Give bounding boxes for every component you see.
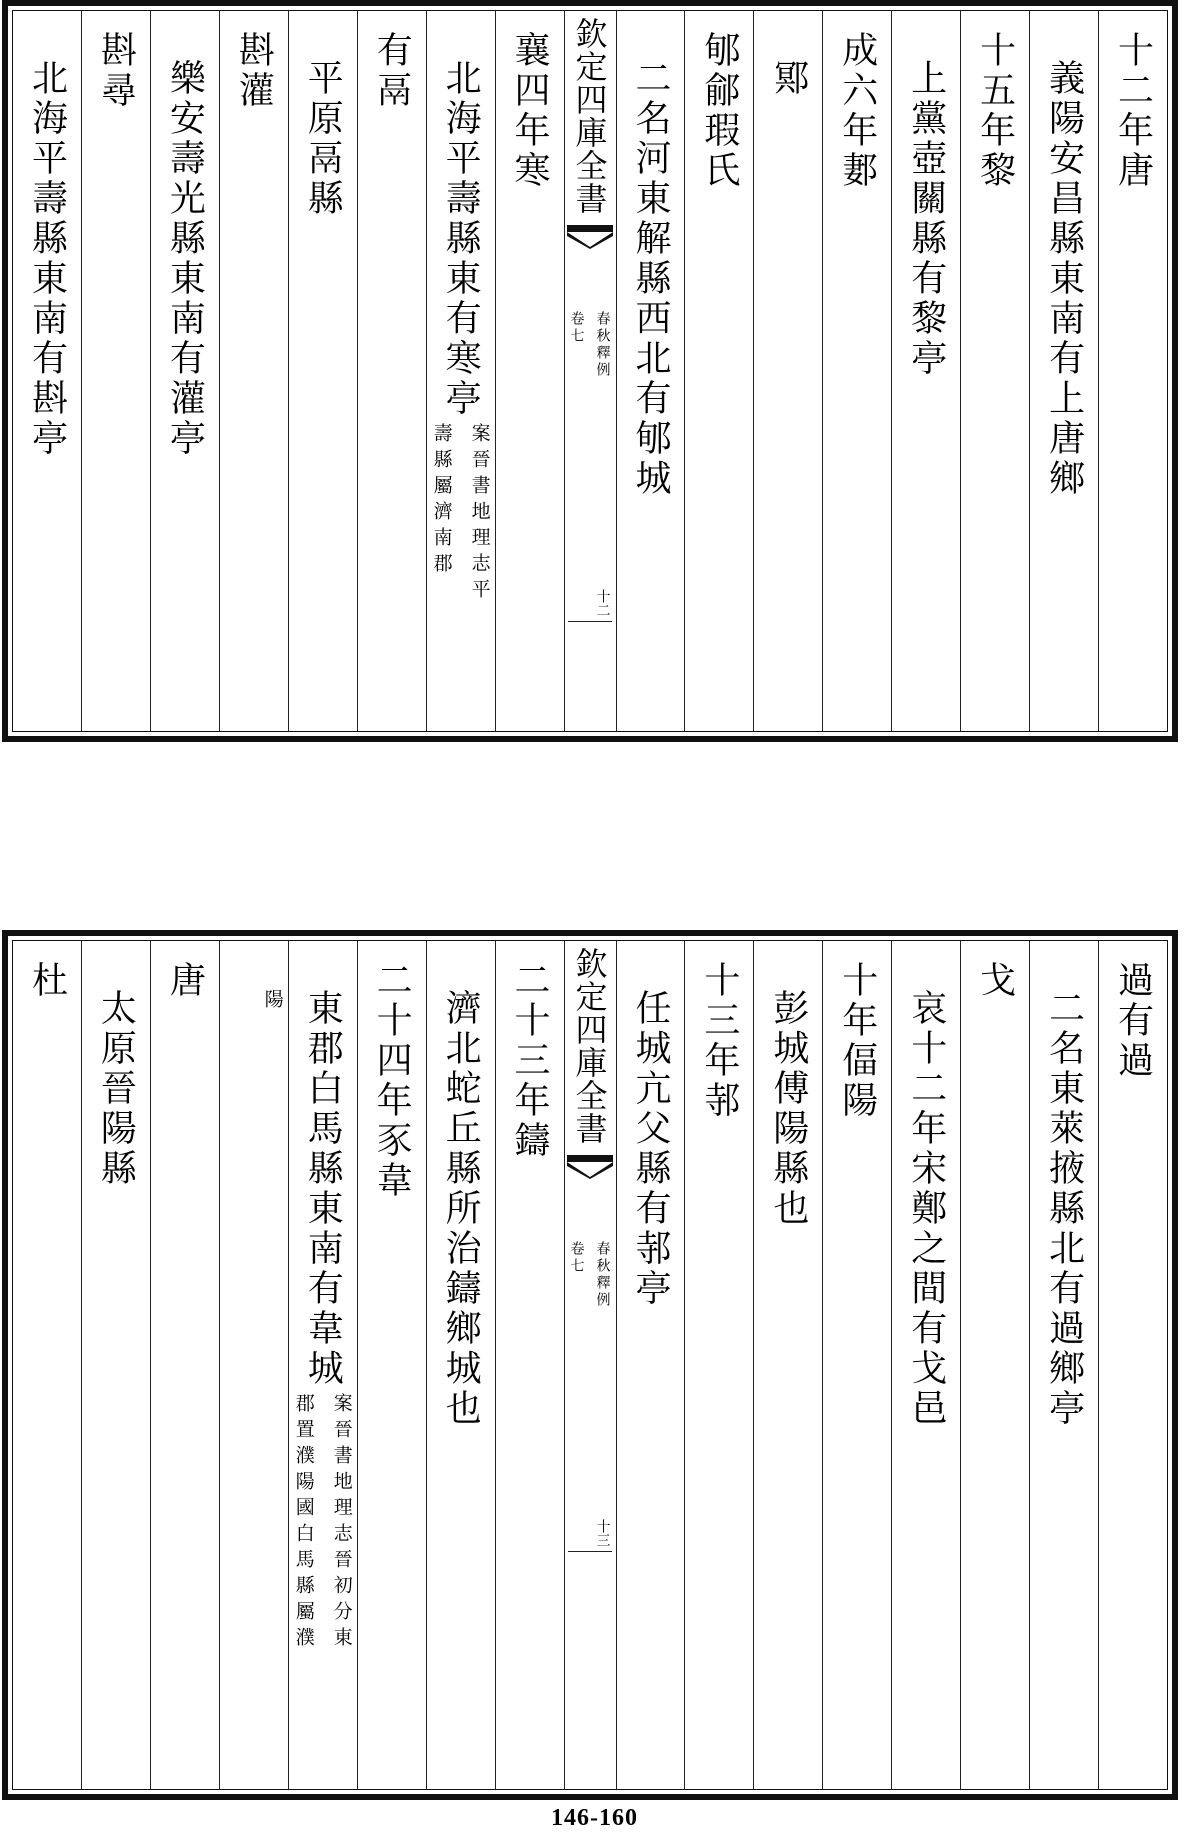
- column-rule: [288, 941, 289, 1789]
- lower-columns: [12, 940, 1168, 1790]
- upper-columns: [12, 10, 1168, 732]
- column-text: 東郡白馬縣東南有韋城: [302, 989, 344, 1389]
- column-text: 十年偪陽: [836, 961, 878, 1121]
- text-column: [616, 11, 685, 731]
- column-text: 平原鬲縣: [302, 59, 344, 219]
- lower-frame: [2, 930, 1178, 1800]
- column-text: 陽: [261, 989, 284, 1012]
- fish-tail-ornament-icon: [567, 225, 613, 249]
- column-text: 任城亢父縣有邿亭: [629, 989, 671, 1309]
- column-rule: [426, 11, 427, 731]
- column-rule: [1098, 11, 1099, 731]
- commentary-note: 案晉書地理志平: [468, 423, 491, 605]
- lower-page: [0, 930, 1189, 1800]
- text-column: [150, 11, 219, 731]
- column-rule: [219, 941, 220, 1789]
- column-text: 郇鄃瑕氏: [698, 31, 740, 191]
- banner-volume-number: 卷七: [568, 1241, 585, 1275]
- column-text: 十五年黎: [974, 31, 1016, 191]
- column-text: 太原晉陽縣: [95, 989, 137, 1189]
- column-rule: [616, 11, 617, 731]
- column-rule: [219, 11, 220, 731]
- center-banner: [564, 11, 616, 731]
- column-rule: [564, 11, 565, 731]
- text-column: [684, 941, 753, 1789]
- column-rule: [288, 11, 289, 731]
- text-column: [426, 941, 495, 1789]
- text-column: [357, 11, 426, 731]
- column-text: 唐: [164, 961, 206, 1001]
- column-text: 二十四年豕韋: [371, 961, 413, 1201]
- text-column: [822, 11, 891, 731]
- banner-leaf-rule: [568, 1551, 612, 1552]
- banner-title: 欽定四庫全書: [570, 17, 609, 215]
- text-column: [960, 11, 1029, 731]
- column-text: 戈: [974, 961, 1016, 1001]
- text-column: [357, 941, 426, 1789]
- column-rule: [684, 941, 685, 1789]
- upper-page: [0, 0, 1189, 742]
- commentary-note: 案晉書地理志晉初分東: [330, 1393, 353, 1653]
- upper-frame: [2, 0, 1178, 742]
- banner-volume-number: 卷七: [568, 311, 585, 345]
- text-column: [495, 941, 564, 1789]
- column-rule: [1029, 11, 1030, 731]
- column-rule: [81, 11, 82, 731]
- banner-volume-title: 春秋釋例: [594, 1241, 611, 1309]
- text-column: [753, 11, 822, 731]
- column-rule: [150, 11, 151, 731]
- column-rule: [960, 11, 961, 731]
- text-column: [150, 941, 219, 1789]
- text-column: [12, 941, 81, 1789]
- column-text: 杜: [26, 961, 68, 1001]
- commentary-note: 壽縣屬濟南郡: [430, 423, 453, 579]
- text-column: [891, 11, 960, 731]
- column-rule: [891, 11, 892, 731]
- banner-title: 欽定四庫全書: [570, 947, 609, 1145]
- text-column: [495, 11, 564, 731]
- banner-leaf-rule: [568, 621, 612, 622]
- text-column: [822, 941, 891, 1789]
- text-column: [891, 941, 960, 1789]
- text-column: [616, 941, 685, 1789]
- column-text: 十三年邿: [698, 961, 740, 1121]
- center-banner: [564, 941, 616, 1789]
- column-text: 成六年郪: [836, 31, 878, 191]
- column-rule: [960, 941, 961, 1789]
- column-text: 過有過: [1112, 961, 1154, 1081]
- column-rule: [684, 11, 685, 731]
- text-column: [219, 11, 288, 731]
- text-column: [960, 941, 1029, 1789]
- text-column: [1098, 941, 1167, 1789]
- column-rule: [822, 11, 823, 731]
- column-rule: [426, 941, 427, 1789]
- text-column: [684, 11, 753, 731]
- text-column: [1029, 11, 1098, 731]
- commentary-note: 郡置濮陽國白馬縣屬濮: [292, 1393, 315, 1653]
- column-text: 濟北蛇丘縣所治鑄鄉城也: [440, 989, 482, 1429]
- fish-tail-ornament-icon: [567, 1155, 613, 1179]
- column-rule: [1029, 941, 1030, 1789]
- column-rule: [1098, 941, 1099, 1789]
- text-column: [426, 11, 495, 731]
- column-text: 哀十二年宋鄭之間有戈邑: [905, 989, 947, 1429]
- column-rule: [357, 11, 358, 731]
- text-column: [81, 941, 150, 1789]
- column-rule: [616, 941, 617, 1789]
- text-column: [12, 11, 81, 731]
- column-text: 樂安壽光縣東南有灌亭: [164, 59, 206, 459]
- column-rule: [891, 941, 892, 1789]
- column-text: 北海平壽縣東南有斟亭: [26, 59, 68, 459]
- column-rule: [357, 941, 358, 1789]
- column-rule: [753, 941, 754, 1789]
- column-text: 斟尋: [95, 31, 137, 111]
- banner-leaf-number: 十二: [594, 589, 611, 617]
- column-text: 二名東萊掖縣北有過鄉亭: [1043, 989, 1085, 1429]
- banner-leaf-number: 十三: [594, 1519, 611, 1547]
- column-text: 斟灌: [233, 31, 275, 111]
- text-column: [753, 941, 822, 1789]
- column-text: 二十三年鑄: [509, 961, 551, 1161]
- column-text: 彭城傅陽縣也: [767, 989, 809, 1229]
- column-rule: [81, 941, 82, 1789]
- banner-volume-title: 春秋釋例: [594, 311, 611, 379]
- column-rule: [753, 11, 754, 731]
- text-column: [1029, 941, 1098, 1789]
- column-rule: [495, 941, 496, 1789]
- text-column: [219, 941, 288, 1789]
- column-text: 有鬲: [371, 31, 413, 111]
- text-column: [288, 941, 357, 1789]
- column-text: 上黨壺關縣有黎亭: [905, 59, 947, 379]
- column-text: 鄍: [767, 59, 809, 99]
- page-number: 146-160: [551, 1805, 638, 1831]
- text-column: [288, 11, 357, 731]
- column-text: 北海平壽縣東有寒亭: [440, 59, 482, 419]
- column-text: 襄四年寒: [509, 31, 551, 191]
- column-text: 十二年唐: [1112, 31, 1154, 191]
- column-rule: [495, 11, 496, 731]
- column-text: 義陽安昌縣東南有上唐鄉: [1043, 59, 1085, 499]
- column-rule: [150, 941, 151, 1789]
- text-column: [1098, 11, 1167, 731]
- column-rule: [564, 941, 565, 1789]
- column-rule: [822, 941, 823, 1789]
- column-text: 二名河東解縣西北有郇城: [629, 59, 671, 499]
- text-column: [81, 11, 150, 731]
